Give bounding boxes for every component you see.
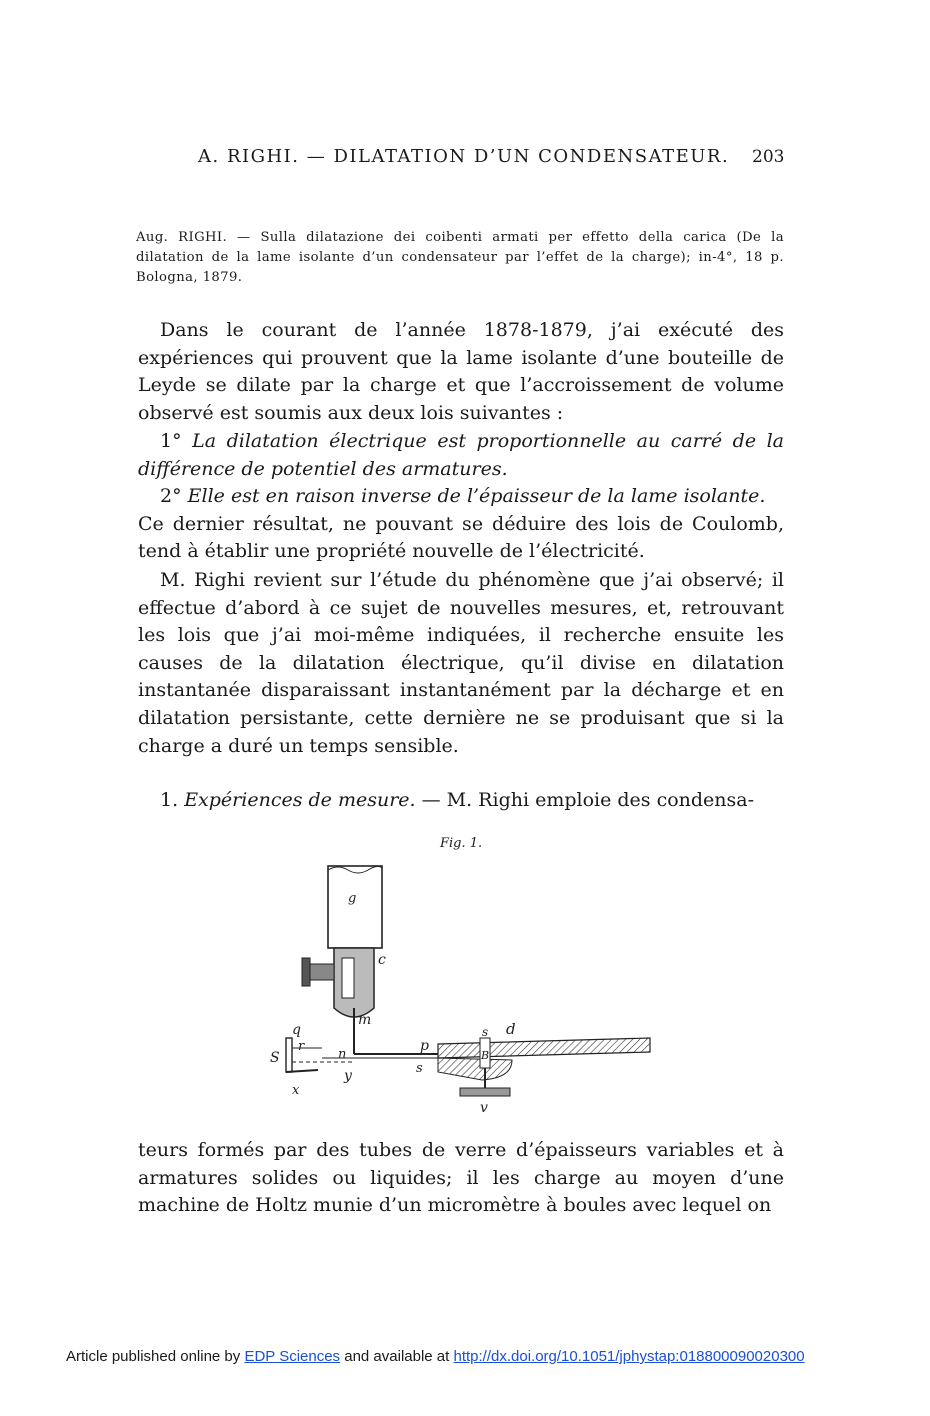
label-c: c: [378, 952, 386, 968]
paragraph-continuation: teurs formés par des tubes de verre d’épaisseurs variables et à armatures solides ou liquides; il les charge au moyen d’une machine de Holtz munie d’un micromètre à boules avec lequel on: [138, 1139, 784, 1217]
publisher-link[interactable]: EDP Sciences: [244, 1348, 341, 1365]
side-screw: [308, 964, 334, 980]
label-y: y: [344, 1068, 352, 1084]
label-r: r: [298, 1039, 305, 1054]
page-number: 203: [752, 147, 785, 167]
label-n: n: [338, 1047, 347, 1062]
label-m: m: [358, 1012, 372, 1028]
paragraph-intro: Dans le courant de l’année 1878-1879, j’ai exécuté des expériences qui prouvent que la lame isolante d’une bouteille de Leyde se dilate par la charge et que l’accroissement de volume observé est soumis aux deux lois suivantes :: [138, 319, 784, 424]
plate-d: [438, 1038, 650, 1058]
lever-frame: [286, 1038, 292, 1072]
section-title: Expériences de mesure.: [184, 789, 416, 811]
label-g: g: [348, 891, 357, 906]
law-1-text: La dilatation électrique est proportionnelle au carré de la différence de potentiel des armatures.: [138, 430, 785, 480]
plate-lower-s: [438, 1058, 512, 1080]
label-x: x: [292, 1083, 300, 1098]
paragraph-righi-study: M. Righi revient sur l’étude du phénomène que j’ai observé; il effectue d’abord à ce sujet de nouvelles mesures, et, retrouvant les lois que j’ai moi-même indiquées, il recherche ensuite les causes de la dilatation électrique, qu’il divise en dilatation instantanée disparaissant instantanément par la décharge et en dilatation persistante, cette dernière ne se produisant que si la charge a duré un temps sensible.: [138, 569, 784, 757]
law-1-number: 1°: [160, 430, 182, 452]
footer-middle: and available at: [340, 1348, 454, 1365]
section-text: — M. Righi emploie des condensa-: [421, 789, 755, 811]
label-d: d: [506, 1020, 516, 1038]
apparatus-figure: [262, 858, 662, 1118]
doi-link[interactable]: http://dx.doi.org/10.1051/jphystap:018800090020300: [453, 1348, 805, 1365]
label-p: p: [420, 1038, 429, 1054]
bibliographic-reference: Aug. RIGHI. — Sulla dilatazione dei coibenti armati per effetto della carica (De la dilatation de la lame isolante d’un condensateur par l’effet de la charge); in-4°, 18 p. Bologna, 1879.: [136, 230, 784, 285]
label-s2: s: [416, 1061, 423, 1076]
label-s: s: [482, 1025, 489, 1039]
running-title: A. RIGHI. — DILATATION D’UN CONDENSATEUR.: [198, 146, 730, 167]
law-2-conclusion: Ce dernier résultat, ne pouvant se déduire des lois de Coulomb, tend à établir une propriété nouvelle de l’électricité.: [138, 512, 784, 563]
base-plate: [460, 1088, 510, 1096]
tube-g: [328, 866, 382, 948]
paragraph-law-1: [138, 428, 784, 483]
screw-head: [302, 958, 310, 986]
paragraph-law-2: [138, 483, 784, 566]
law-2-text: Elle est en raison inverse de l’épaisseur de la lame isolante.: [187, 485, 766, 507]
paragraph-section-1: [138, 787, 784, 815]
section-number: 1.: [160, 789, 179, 811]
label-S: S: [270, 1050, 280, 1066]
figure-caption: Fig. 1.: [440, 836, 483, 851]
label-B: B: [481, 1049, 490, 1062]
label-v: v: [480, 1100, 488, 1116]
footer-prefix: Article published online by: [66, 1348, 245, 1365]
footer-notice: [66, 1348, 805, 1365]
collar-inner: [342, 958, 354, 998]
law-2-number: 2°: [160, 485, 182, 507]
label-q: q: [292, 1022, 301, 1038]
